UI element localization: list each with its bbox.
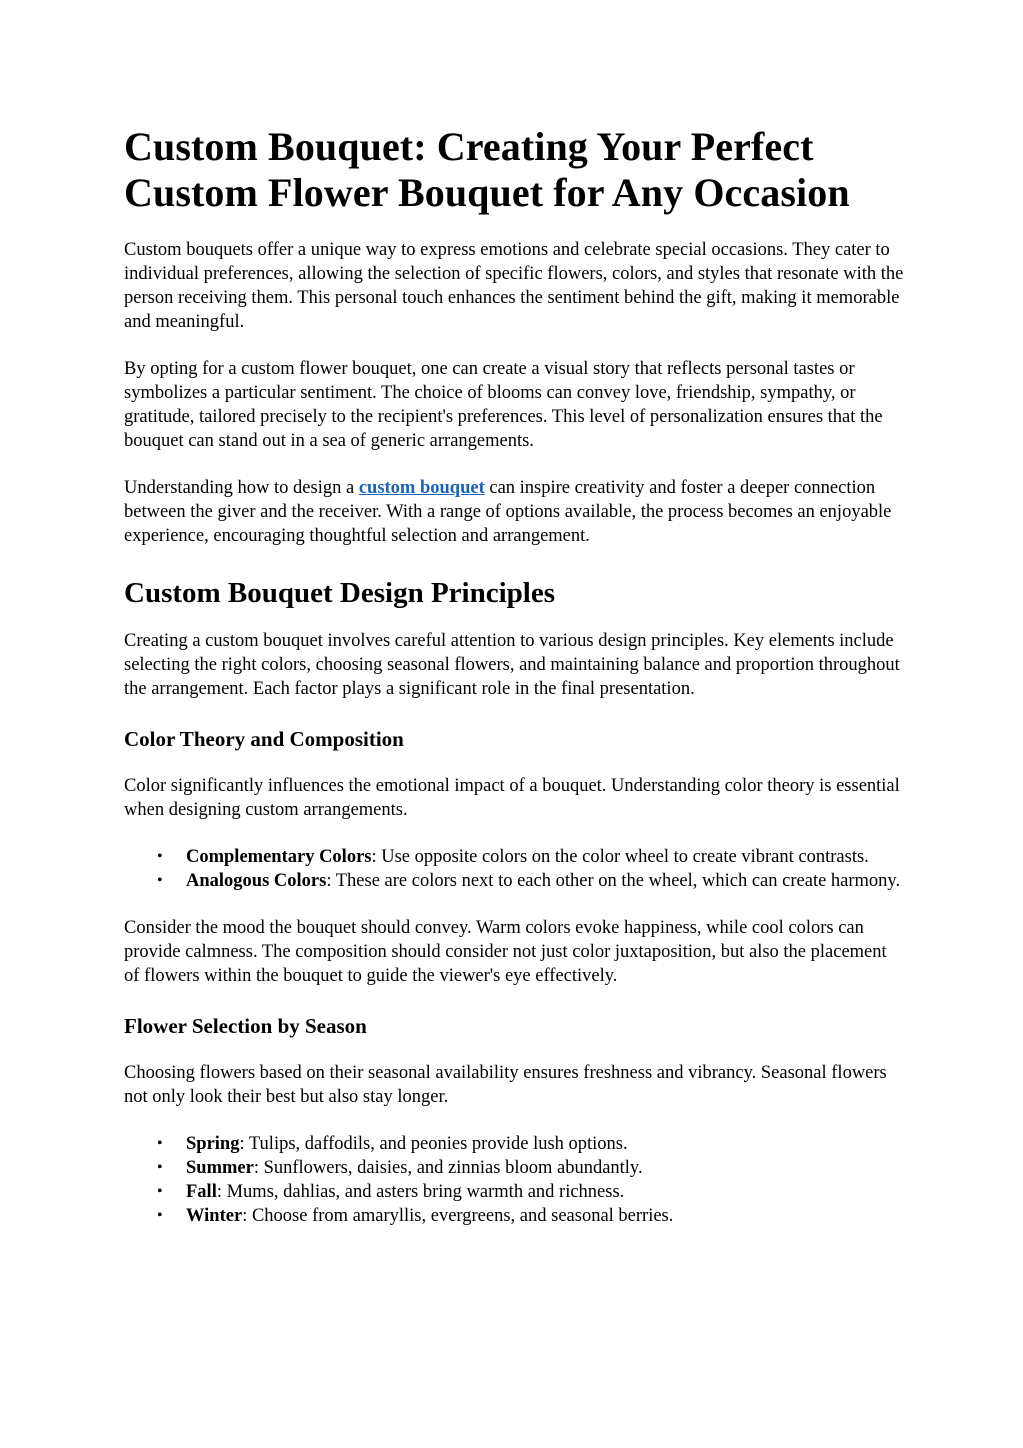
list-item-text: : Mums, dahlias, and asters bring warmth and richness. <box>216 1182 625 1202</box>
custom-bouquet-link[interactable]: custom bouquet <box>358 478 485 498</box>
intro-paragraph-2: By opting for a custom flower bouquet, one can create a visual story that reflects personal tastes or symbolizes a particular sentiment. The choice of blooms can convey love, friendship, sympathy, or gratitude, tailored precisely to the recipient's preferences. This level of personalization ensures that the bouquet can stand out in a sea of generic arrangements. <box>124 359 883 451</box>
color-theory-heading: Color Theory and Composition <box>124 727 404 751</box>
list-item-term: Winter <box>186 1206 243 1226</box>
bullet-icon: • <box>157 1207 163 1224</box>
list-item-text: : Sunflowers, daisies, and zinnias bloom abundantly. <box>253 1158 643 1178</box>
list-item <box>124 1156 904 1180</box>
bullet-icon: • <box>157 1183 163 1200</box>
list-item-term: Complementary Colors <box>186 847 372 867</box>
color-theory-paragraph: Color significantly influences the emotional impact of a bouquet. Understanding color theory is essential when designing custom arrangements. <box>124 776 900 820</box>
bullet-icon: • <box>157 848 163 865</box>
list-item-text: : These are colors next to each other on the wheel, which can create harmony. <box>326 871 901 891</box>
season-paragraph: Choosing flowers based on their seasonal availability ensures freshness and vibrancy. Seasonal flowers not only look their best but also stay longer. <box>124 1063 887 1107</box>
link-paragraph-after: can inspire creativity and foster a deeper connection between the giver and the receiver. With a range of options available, the process becomes an enjoyable experience, encouraging thoughtful selection and arrangement. <box>124 478 892 546</box>
intro-paragraph-1: Custom bouquets offer a unique way to express emotions and celebrate special occasions. They cater to individual preferences, allowing the selection of specific flowers, colors, and styles that resonate with the person receiving them. This personal touch enhances the sentiment behind the gift, making it memorable and meaningful. <box>124 240 904 332</box>
bullet-icon: • <box>157 1135 163 1152</box>
list-item-text: : Choose from amaryllis, evergreens, and seasonal berries. <box>242 1206 674 1226</box>
list-item <box>124 1204 904 1228</box>
list-item-term: Fall <box>186 1182 217 1202</box>
link-paragraph-before: Understanding how to design a <box>124 478 359 498</box>
list-item-text: : Tulips, daffodils, and peonies provide lush options. <box>239 1134 628 1154</box>
document-page <box>124 124 904 1251</box>
list-item-term: Spring <box>186 1134 240 1154</box>
bullet-icon: • <box>157 872 163 889</box>
bullet-icon: • <box>157 1159 163 1176</box>
color-theory-list <box>124 845 904 893</box>
list-item <box>124 1132 904 1156</box>
list-item-term: Analogous Colors <box>186 871 327 891</box>
season-list <box>124 1132 904 1228</box>
design-principles-paragraph: Creating a custom bouquet involves careful attention to various design principles. Key elements include selecting the right colors, choosing seasonal flowers, and maintaining balance and proportion throughout the arrangement. Each factor plays a significant role in the final presentation. <box>124 631 900 699</box>
list-item <box>124 1180 904 1204</box>
season-heading: Flower Selection by Season <box>124 1014 367 1038</box>
list-item-text: : Use opposite colors on the color wheel to create vibrant contrasts. <box>371 847 869 867</box>
design-principles-heading: Custom Bouquet Design Principles <box>124 577 556 609</box>
list-item-term: Summer <box>186 1158 254 1178</box>
link-paragraph <box>124 476 904 548</box>
color-theory-closing: Consider the mood the bouquet should convey. Warm colors evoke happiness, while cool colors can provide calmness. The composition should consider not just color juxtaposition, but also the placement of flowers within the bouquet to guide the viewer's eye effectively. <box>124 918 887 986</box>
list-item <box>124 845 904 869</box>
list-item <box>124 869 904 893</box>
document-title: Custom Bouquet: Creating Your Perfect Custom Flower Bouquet for Any Occasion <box>124 124 850 215</box>
